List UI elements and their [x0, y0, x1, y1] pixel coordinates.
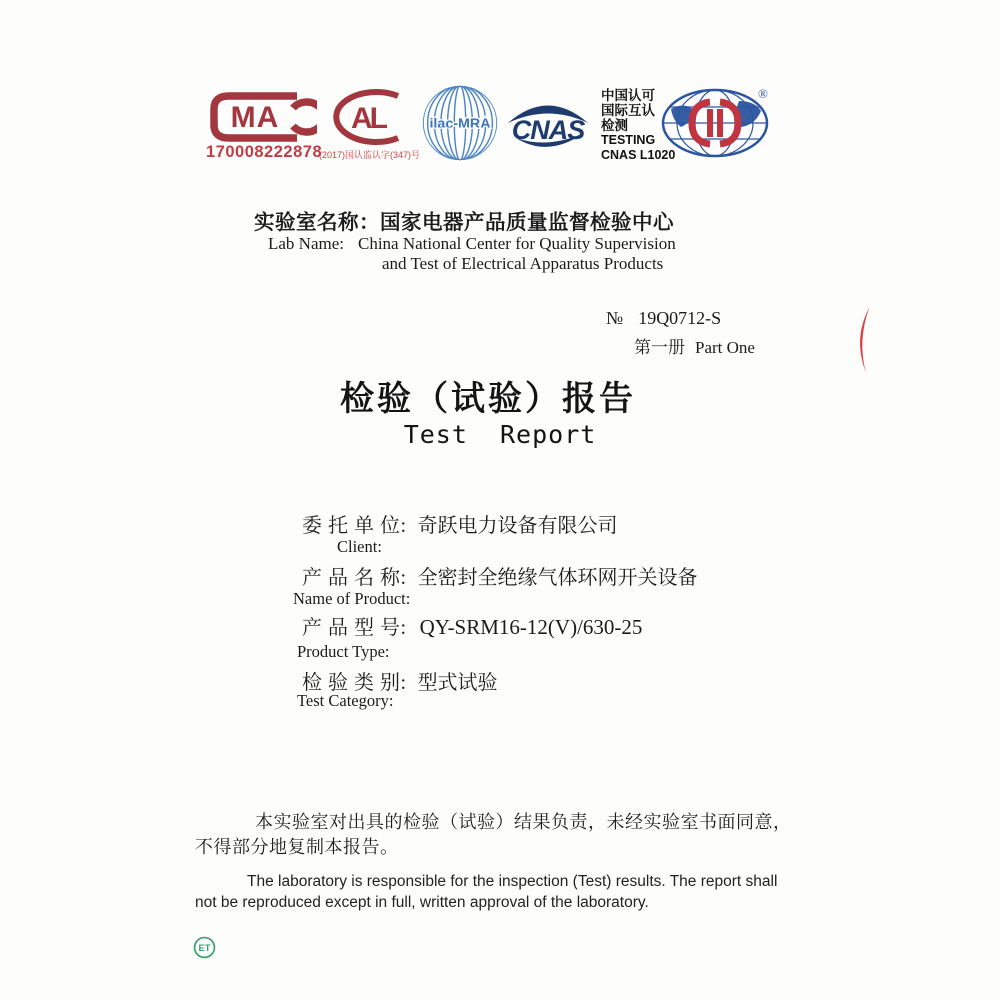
- field-product-name-label-cn: 产 品 名 称:: [302, 567, 407, 589]
- disclaimer-cn-line2: 不得部分地复制本报告。: [195, 837, 399, 857]
- lab-name-cn: 实验室名称：国家电器产品质量监督检验中心: [254, 211, 674, 234]
- accreditation-line: 检测: [601, 118, 628, 133]
- report-part-en: Part One: [695, 338, 755, 357]
- field-product-type-value: QY-SRM16-12(V)/630-25: [419, 615, 643, 639]
- report-part: [634, 333, 755, 358]
- lab-name-en: [268, 234, 676, 254]
- field-test-category-value: 型式试验: [417, 672, 498, 694]
- cma-letters: MA: [230, 101, 280, 134]
- field-client-label-en: Client:: [337, 537, 382, 556]
- disclaimer-en-line2: not be reproduced except in full, written approval of the laboratory.: [195, 894, 649, 911]
- field-client: [302, 509, 618, 538]
- cal-letters: AL: [351, 102, 385, 135]
- cma-certificate-number: 170008222878: [206, 143, 323, 161]
- globe-certification-logo-icon: [661, 87, 773, 159]
- field-client-label-cn: 委 托 单 位:: [302, 515, 407, 537]
- report-number-value: 19Q0712-S: [638, 308, 722, 328]
- et-stamp-label: ET: [198, 942, 211, 954]
- report-part-cn: 第一册: [634, 338, 685, 357]
- cnas-letters: CNAS: [511, 115, 585, 145]
- cal-caption: (2017)国认监认字(347)号: [319, 150, 421, 160]
- lab-name-en-label: Lab Name:: [268, 234, 344, 253]
- red-pen-mark: [849, 304, 875, 376]
- no-symbol: №: [606, 308, 624, 328]
- registered-trademark-symbol: ®: [758, 86, 768, 101]
- cal-logo-icon: [324, 88, 412, 146]
- cma-logo-icon: [207, 87, 317, 147]
- accreditation-line: 国际互认: [601, 103, 655, 118]
- accreditation-line: TESTING: [601, 133, 656, 147]
- field-product-name: [302, 561, 698, 590]
- disclaimer-en-line1: The laboratory is responsible for the inspection (Test) results. The report shall: [247, 873, 778, 890]
- cnas-logo-icon: [503, 97, 593, 153]
- ilac-mra-label: ilac-MRA: [429, 115, 491, 132]
- accreditation-line: CNAS L1020: [601, 148, 676, 162]
- ilac-mra-logo-icon: [419, 83, 501, 163]
- field-product-name-value: 全密封全绝缘气体环网开关设备: [417, 567, 698, 589]
- report-number: [606, 308, 721, 329]
- field-product-name-label-en: Name of Product:: [293, 589, 411, 608]
- lab-name-en-line2: and Test of Electrical Apparatus Products: [382, 254, 664, 273]
- report-title-en: Test Report: [403, 420, 597, 449]
- et-stamp-icon: [193, 936, 216, 959]
- accreditation-line: 中国认可: [601, 88, 655, 103]
- field-client-value: 奇跃电力设备有限公司: [417, 515, 618, 537]
- field-test-category-label-en: Test Category:: [297, 691, 394, 710]
- field-product-type: [302, 611, 642, 640]
- report-title-cn: 检验（试验）报告: [340, 380, 636, 418]
- lab-name-en-line1: China National Center for Quality Supervision: [358, 234, 676, 253]
- field-product-type-label-en: Product Type:: [297, 642, 390, 661]
- field-test-category-label-cn: 检 验 类 别:: [302, 672, 407, 694]
- field-product-type-label-cn: 产 品 型 号:: [302, 617, 407, 639]
- disclaimer-cn-line1: 本实验室对出具的检验（试验）结果负责，未经实验室书面同意，: [255, 812, 792, 832]
